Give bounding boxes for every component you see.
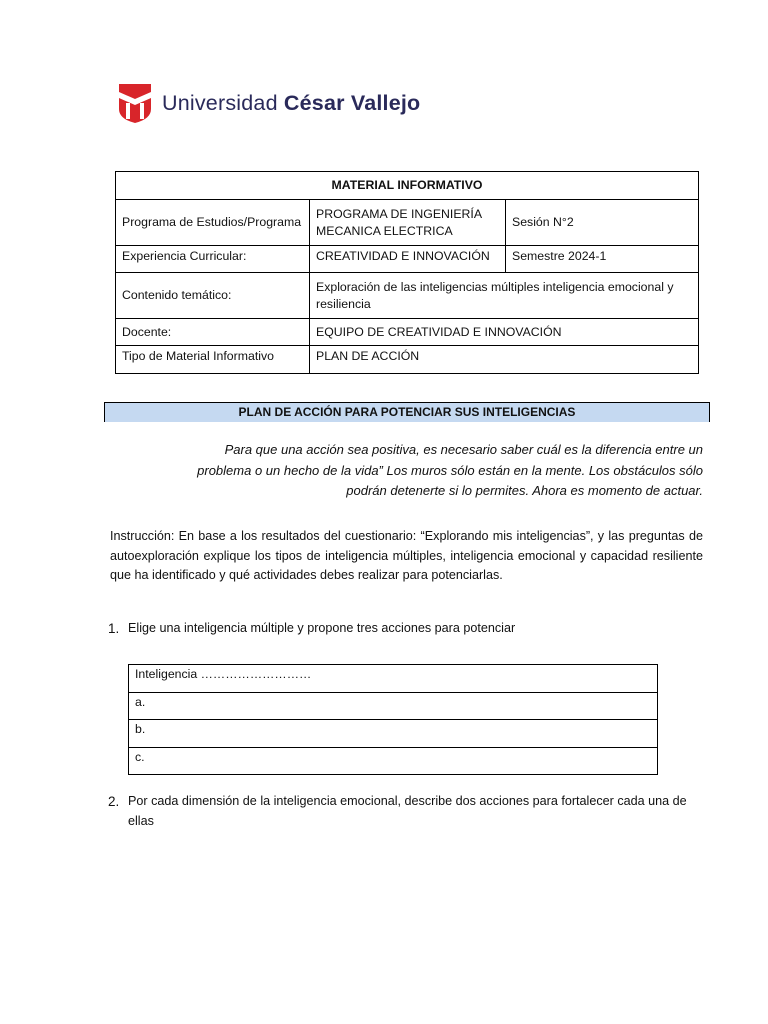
university-logo [118, 82, 420, 124]
table-row [116, 246, 699, 273]
intelligence-field[interactable]: Inteligencia ……………………… [129, 665, 658, 693]
material-info-table [115, 171, 699, 374]
question-item [108, 792, 703, 831]
question-number: 2. [108, 794, 120, 809]
table-row [129, 692, 658, 720]
question-item [108, 619, 703, 639]
table-title: MATERIAL INFORMATIVO [116, 172, 699, 200]
row-value: PROGRAMA DE INGENIERÍA MECANICA ELECTRICA [310, 200, 506, 246]
action-field-b[interactable]: b. [129, 720, 658, 748]
table-header-row [116, 172, 699, 200]
row-label: Programa de Estudios/Programa [116, 200, 310, 246]
instruction-text: Instrucción: En base a los resultados del cuestionario: “Explorando mis inteligencias”, y las preguntas de autoexploración explique los tipos de inteligencia múltiples, inteligencia emocional y capacidad resiliente que ha identificado y qué actividades debes realizar para potenciarlas. [110, 529, 703, 582]
question-text: Elige una inteligencia múltiple y propone tres acciones para potenciar [128, 621, 516, 635]
question-text: Por cada dimensión de la inteligencia emocional, describe dos acciones para fortalecer cada una de ellas [128, 794, 687, 828]
row-label: Tipo de Material Informativo [116, 346, 310, 374]
row-label: Contenido temático: [116, 273, 310, 319]
action-field-c[interactable]: c. [129, 747, 658, 775]
row-value: PLAN DE ACCIÓN [310, 346, 699, 374]
table-row [116, 319, 699, 346]
table-row [116, 346, 699, 374]
university-name [162, 91, 420, 116]
row-label: Docente: [116, 319, 310, 346]
table-row [129, 747, 658, 775]
motivational-quote: Para que una acción sea positiva, es necesario saber cuál es la diferencia entre un problema o un hecho de la vida” Los muros sólo están en la mente. Los obstáculos sólo podrán detenerte si lo permites. Ahora es momento de actuar. [197, 442, 703, 498]
row-extra: Semestre 2024-1 [506, 246, 699, 273]
university-name-regular: Universidad [162, 90, 284, 115]
row-value: CREATIVIDAD E INNOVACIÓN [310, 246, 506, 273]
row-value: Exploración de las inteligencias múltiples inteligencia emocional y resiliencia [310, 273, 699, 319]
action-field-a[interactable]: a. [129, 692, 658, 720]
plan-section-title: PLAN DE ACCIÓN PARA POTENCIAR SUS INTELIGENCIAS [104, 402, 710, 422]
table-row [129, 720, 658, 748]
intelligence-actions-table [128, 664, 658, 775]
row-extra: Sesión N°2 [506, 200, 699, 246]
table-row [116, 200, 699, 246]
question-number: 1. [108, 621, 120, 636]
university-name-bold: César Vallejo [283, 90, 421, 115]
row-label: Experiencia Curricular: [116, 246, 310, 273]
row-value: EQUIPO DE CREATIVIDAD E INNOVACIÓN [310, 319, 699, 346]
table-row [129, 665, 658, 693]
university-shield-icon [118, 82, 152, 124]
table-row [116, 273, 699, 319]
